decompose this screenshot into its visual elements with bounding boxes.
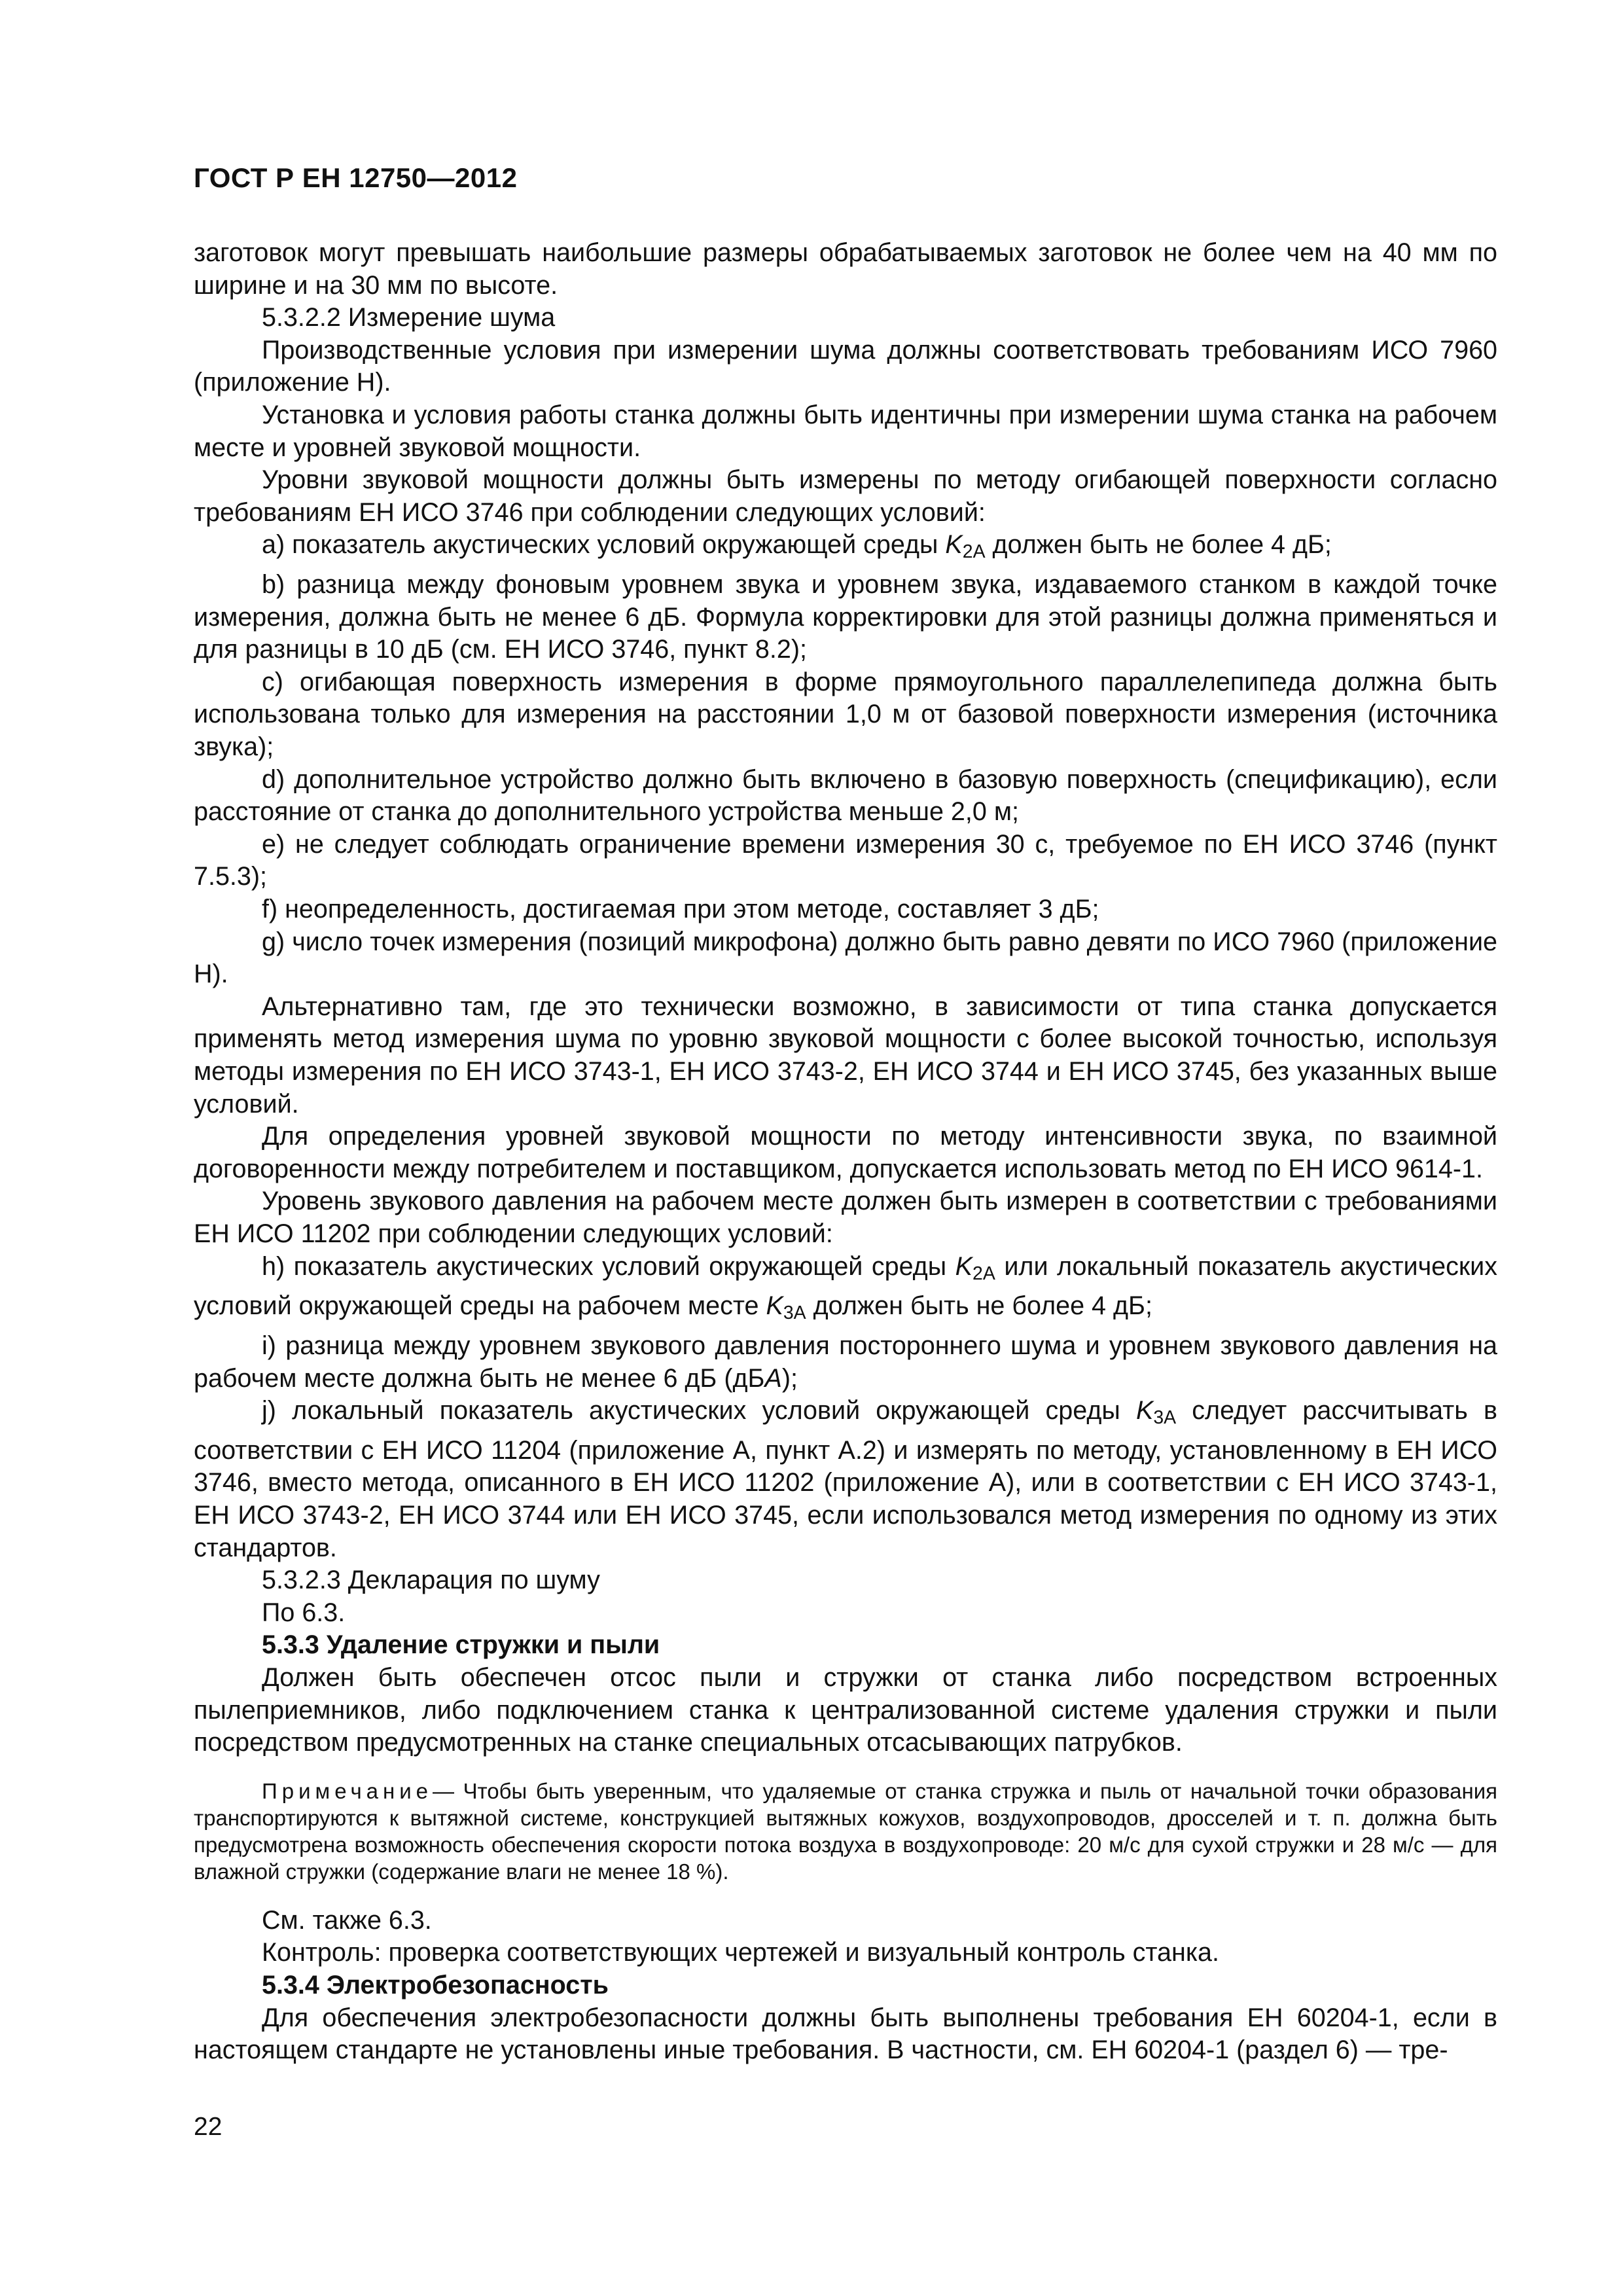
paragraph: По 6.3.: [262, 1598, 346, 1627]
list-item-i: i) разница между уровнем звукового давления постороннего шума и уровнем звукового давления на рабочем месте должна быть не менее 6 дБ (дБA);: [194, 1331, 1497, 1393]
page-body: [194, 237, 1497, 2067]
subsection-heading-5-3-2-2: 5.3.2.2 Измерение шума: [262, 303, 556, 332]
section-heading-5-3-3: 5.3.3 Удаление стружки и пыли: [262, 1630, 660, 1660]
paragraph: Уровень звукового давления на рабочем месте должен быть измерен в соответствии с требованиями ЕН ИСО 11202 при соблюдении следующих условий:: [194, 1187, 1497, 1248]
list-item-g: g) число точек измерения (позиций микрофона) должно быть равно девяти по ИСО 7960 (приложение Н).: [194, 927, 1497, 989]
symbol-a-weighting: A: [764, 1363, 782, 1393]
paragraph: Должен быть обеспечен отсос пыли и стружки от станка либо посредством встроенных пылеприемников, либо подключением станка к централизованной системе удаления стружки и пыли посредством предусмотренных на станке специальных отсасывающих патрубков.: [194, 1662, 1497, 1757]
list-item-c: с) огибающая поверхность измерения в форме прямоугольного параллелепипеда должна быть использована только для измерения на расстоянии 1,0 м от базовой поверхности измерения (источника звука);: [194, 667, 1497, 762]
standard-title: ГОСТ Р ЕН 12750—2012: [194, 162, 518, 193]
paragraph: Производственные условия при измерении шума должны соответствовать требованиям ИСО 7960 (приложение Н).: [194, 335, 1497, 397]
paragraph: Для определения уровней звуковой мощности по методу интенсивности звука, по взаимной договоренности между потребителем и поставщиком, допускается использовать метод по ЕН ИСО 9614-1.: [194, 1122, 1497, 1183]
paragraph: заготовок могут превышать наибольшие размеры обрабатываемых заготовок не более чем на 40 мм по ширине и на 30 мм по высоте.: [194, 238, 1497, 300]
paragraph: Альтернативно там, где это технически возможно, в зависимости от типа станка допускается применять метод измерения шума по уровню звуковой мощности с более высокой точностью, используя методы измерения по ЕН ИСО 3743-1, ЕН ИСО 3743-2, ЕН ИСО 3744 и ЕН ИСО 3745, без указанных выше условий.: [194, 992, 1497, 1119]
subsection-heading-5-3-2-3: 5.3.2.3 Декларация по шуму: [262, 1566, 600, 1595]
section-heading-5-3-4: 5.3.4 Электробезопасность: [262, 1970, 609, 2000]
list-item-b: b) разница между фоновым уровнем звука и уровнем звука, издаваемого станком в каждой точке измерения, должна быть не менее 6 дБ. Формула корректировки для этой разницы должна применяться и для разницы в 10 дБ (см. ЕН ИСО 3746, пункт 8.2);: [194, 570, 1497, 664]
symbol-k2a: $K_{2A}$: [955, 1251, 995, 1284]
list-item-j: j) локальный показатель акустических условий окружающей среды $K_{3A}$ следует рассчитывать в соответствии с ЕН ИСО 11204 (приложение А, пункт А.2) и измерять по методу, установленному в ЕН ИСО 3746, вместо метода, описанного в ЕН ИСО 11202 (приложение А), или в соответствии с ЕН ИСО 3743-1, ЕН ИСО 3743-2, ЕН ИСО 3744 или ЕН ИСО 3745, если использовался метод измерения по одному из этих стандартов.: [194, 1396, 1498, 1562]
paragraph: См. также 6.3.: [262, 1905, 432, 1935]
symbol-k3a: $K_{3A}$: [1135, 1396, 1177, 1429]
paragraph: Установка и условия работы станка должны быть идентичны при измерении шума станка на рабочем месте и уровней звуковой мощности.: [194, 400, 1497, 462]
note: [194, 1778, 1497, 1885]
page-number: 22: [194, 2113, 223, 2141]
note-text: — Чтобы быть уверенным, что удаляемые от станка стружка и пыль от начальной точки образования транспортируются к вытяжной системе, конструкцией вытяжных кожухов, воздухопроводов, дросселей и т. п. должна быть предусмотрена возможность обеспечения скорости потока воздуха в воздухопроводе: 20 м/с для сухой стружки и 28 м/с — для влажной стружки (содержание влаги не менее 18 %).: [194, 1778, 1497, 1884]
list-item-f: f) неопределенность, достигаемая при этом методе, составляет 3 дБ;: [262, 894, 1099, 924]
paragraph: Для обеспечения электробезопасности должны быть выполнены требования ЕН 60204-1, если в настоящем стандарте не установлены иные требования. В частности, см. ЕН 60204-1 (раздел 6) — тре-: [194, 2003, 1497, 2065]
paragraph: Контроль: проверка соответствующих чертежей и визуальный контроль станка.: [262, 1938, 1219, 1967]
symbol-k2a: $K_{2A}$: [945, 530, 986, 563]
paragraph: Уровни звуковой мощности должны быть измерены по методу огибающей поверхности согласно требованиям ЕН ИСО 3746 при соблюдении следующих условий:: [194, 465, 1497, 527]
list-item-h: h) показатель акустических условий окружающей среды $K_{2A}$ или локальный показатель акустических условий окружающей среды на рабочем месте $K_{3A}$ должен быть не более 4 дБ;: [194, 1251, 1497, 1324]
list-item-e: е) не следует соблюдать ограничение времени измерения 30 с, требуемое по ЕН ИСО 3746 (пункт 7.5.3);: [194, 829, 1497, 891]
list-item-d: d) дополнительное устройство должно быть включено в базовую поверхность (спецификацию), если расстояние от станка до дополнительного устройства меньше 2,0 м;: [194, 764, 1497, 827]
note-label: Примечание: [262, 1778, 433, 1803]
list-item-a: а) показатель акустических условий окружающей среды $K_{2A}$ должен быть не более 4 дБ;: [262, 530, 1332, 563]
symbol-k3a: $K_{3A}$: [766, 1291, 806, 1324]
